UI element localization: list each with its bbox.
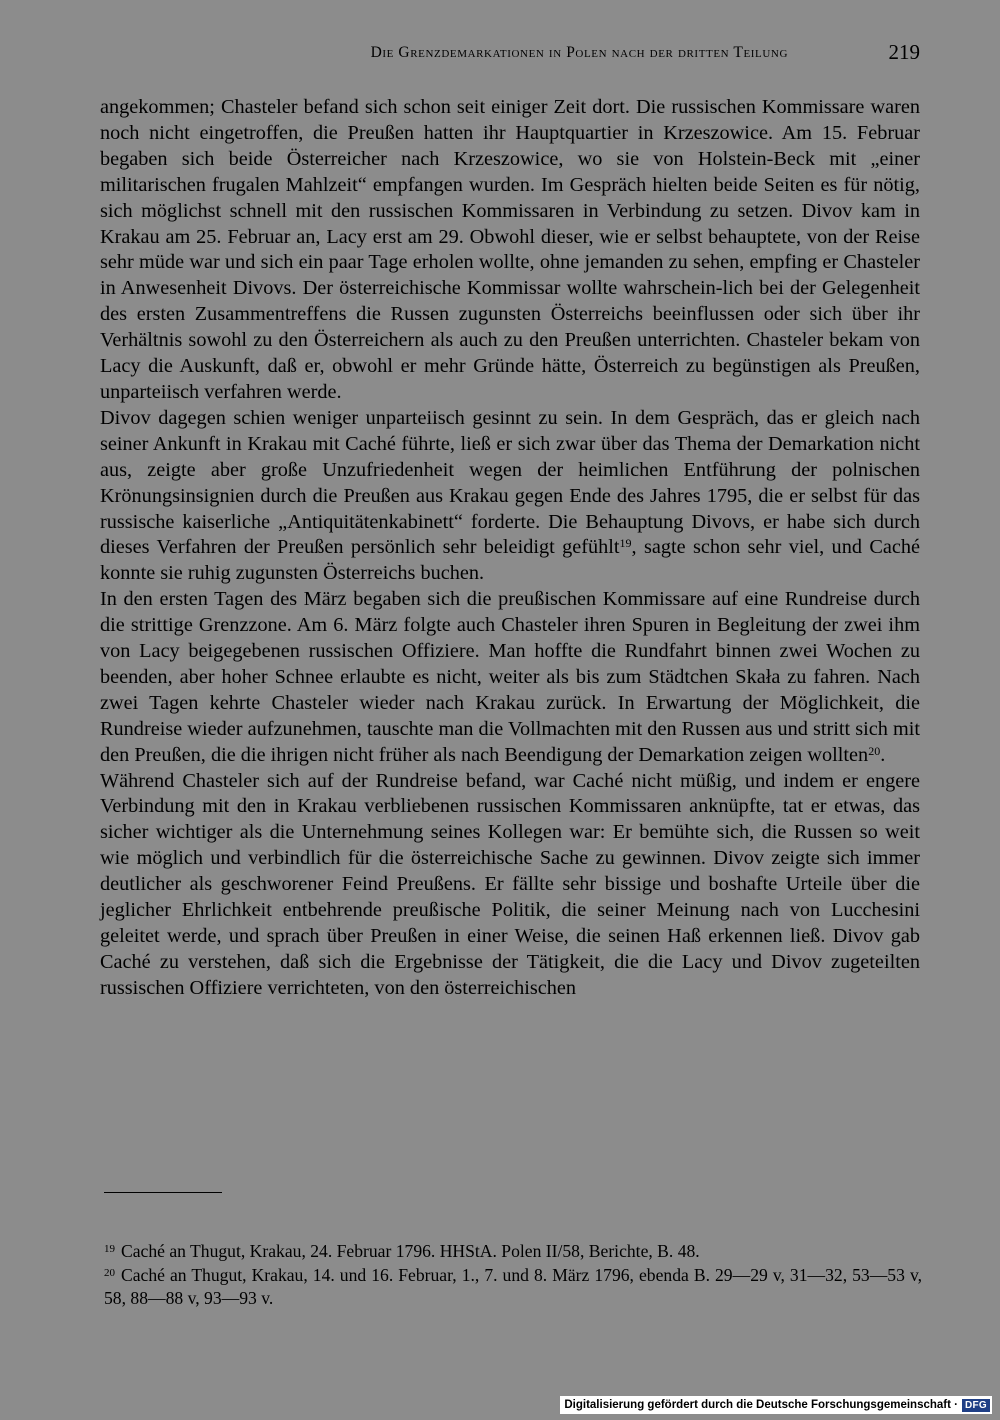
paragraph-2 [100, 406, 920, 587]
paragraph-1-text-a: angekommen; Chasteler befand sich schon seit einiger Zeit dort. Die russischen Kommissare waren noch nicht eingetroffen, die Preußen hatten ihr Hauptquartier in Krzeszowice. Am 15. Februar begaben sich beide Österreicher nach Krzeszowice, wo sie von Holstein-Beck mit „einer militarischen frugalen Mahlzeit“ empfangen wurden. Im Gespräch hielten beide Seiten es für nötig, sich möglichst schnell mit den russischen Kommissaren in Verbindung zu setzen. Divov kam in Krakau am 25. Februar an, Lacy erst am 29. Obwohl dieser, wie er selbst behauptete, von der Reise sehr müde war und sich ein paar Tage erholen wollte, ohne jemanden zu sehen, empfing er Chasteler in Anwesenheit Divovs. Der österreichische Kommissar wollte wahrschein- [100, 96, 920, 300]
footnotes [104, 1238, 922, 1309]
paragraph-3-text-b: . [880, 743, 886, 766]
credit-text: Digitalisierung gefördert durch die Deutsche Forschungsgemeinschaft · [564, 1399, 958, 1411]
paragraph-1 [100, 95, 920, 406]
footnote-text: Caché an Thugut, Krakau, 24. Februar 1796. HHStA. Polen II/58, Berichte, B. 48. [121, 1241, 700, 1261]
page-number: 219 [888, 40, 920, 64]
paragraph-1-text-b: lich bei der Gelegenheit des ersten Zusammentreffens die Russen zugunsten Österreichs beeinflussen oder sich über ihr Verhältnis sowohl zu den Österreichern als auch zu den Preußen unterrichten. Chasteler bekam von Lacy die Auskunft, daß er, obwohl er mehr Gründe hätte, Österreich zu begünstigen als Preußen, unparteiisch verfahren werde. [100, 277, 920, 403]
footnote-reference-19[interactable]: 19 [619, 536, 632, 551]
body-text [100, 95, 920, 1002]
paragraph-3-text-a: In den ersten Tagen des März begaben sich die preußischen Kommissare auf eine Rundreise durch die strittige Grenzzone. Am 6. März folgte auch Chasteler ihren Spuren in Begleitung der zwei ihm von Lacy beigegebenen russischen Offiziere. Man hoffte die Rundfahrt binnen zwei Wochen zu beenden, aber hoher Schnee erlaubte es nicht, weiter als bis zum Städtchen Skała zu fahren. Nach zwei Tagen kehrte Chasteler wieder nach Krakau zurück. In Erwartung der Möglichkeit, die Rundreise wieder aufzunehmen, tauschte man die Vollmachten mit den Russen aus und stritt sich mit den Preußen, die die ihrigen nicht früher als nach Beendigung der Demarkation zeigen wollten [100, 588, 920, 766]
paragraph-2-text-b: , sagte schon sehr viel, und Caché konnte sie ruhig zugunsten Österreichs buchen. [100, 536, 920, 585]
footnote-reference-20[interactable]: 20 [868, 743, 881, 758]
running-title: Die Grenzdemarkationen in Polen nach der dritten Teilung [370, 44, 788, 61]
footnote-divider [104, 1192, 222, 1193]
footnote-19 [104, 1238, 922, 1262]
footnote-text: Caché an Thugut, Krakau, 14. und 16. Februar, 1., 7. und 8. März 1796, ebenda B. 29—29 v, 31—32, 53—53 v, 58, 88—88 v, 93—93 v. [104, 1265, 922, 1308]
paragraph-2-text-a: Divov dagegen schien weniger unparteiisch gesinnt zu sein. In dem Gespräch, das er gleich nach seiner Ankunft in Krakau mit Caché führte, ließ er sich zwar über das Thema der Demarkation nicht aus, zeigte aber große Unzufriedenheit wegen der heimlichen Entführung der polnischen Krönungsinsignien durch die Preußen aus Krakau gegen Ende des Jahres 1795, die er selbst für das russische kaiserliche „Antiquitätenkabinett“ forderte. Die Behauptung Divovs, er habe sich durch dieses Verfahren der Preußen persönlich sehr beleidigt gefühlt [100, 406, 920, 559]
footnote-mark: 20 [104, 1267, 115, 1280]
digitization-credit [560, 1396, 992, 1414]
paragraph-4: Während Chasteler sich auf der Rundreise befand, war Caché nicht müßig, und indem er engere Verbindung mit den in Krakau verbliebenen russischen Kommissaren anknüpfte, tat er etwas, das sicher wichtiger als die Unternehmung seines Kollegen war: Er bemühte sich, die Russen so weit wie möglich und verbindlich für die österreichische Sache zu gewinnen. Divov zeigte sich immer deutlicher als geschworener Feind Preußens. Er fällte sehr bissige und boshafte Urteile über die jeglicher Ehrlichkeit entbehrende preußische Politik, die seiner Meinung nach von Lucchesini geleitet werde, und sprach über Preußen in einer Weise, die seinen Haß erkennen ließ. Divov gab Caché zu verstehen, daß sich die Ergebnisse der Tätigkeit, die die Lacy und Divov zugeteilten russischen Offiziere verrichteten, von den österreichischen [100, 769, 920, 999]
footnote-20 [104, 1262, 922, 1309]
paragraph-3 [100, 587, 920, 768]
dfg-logo: DFG [962, 1399, 990, 1412]
footnote-mark: 19 [104, 1243, 115, 1255]
